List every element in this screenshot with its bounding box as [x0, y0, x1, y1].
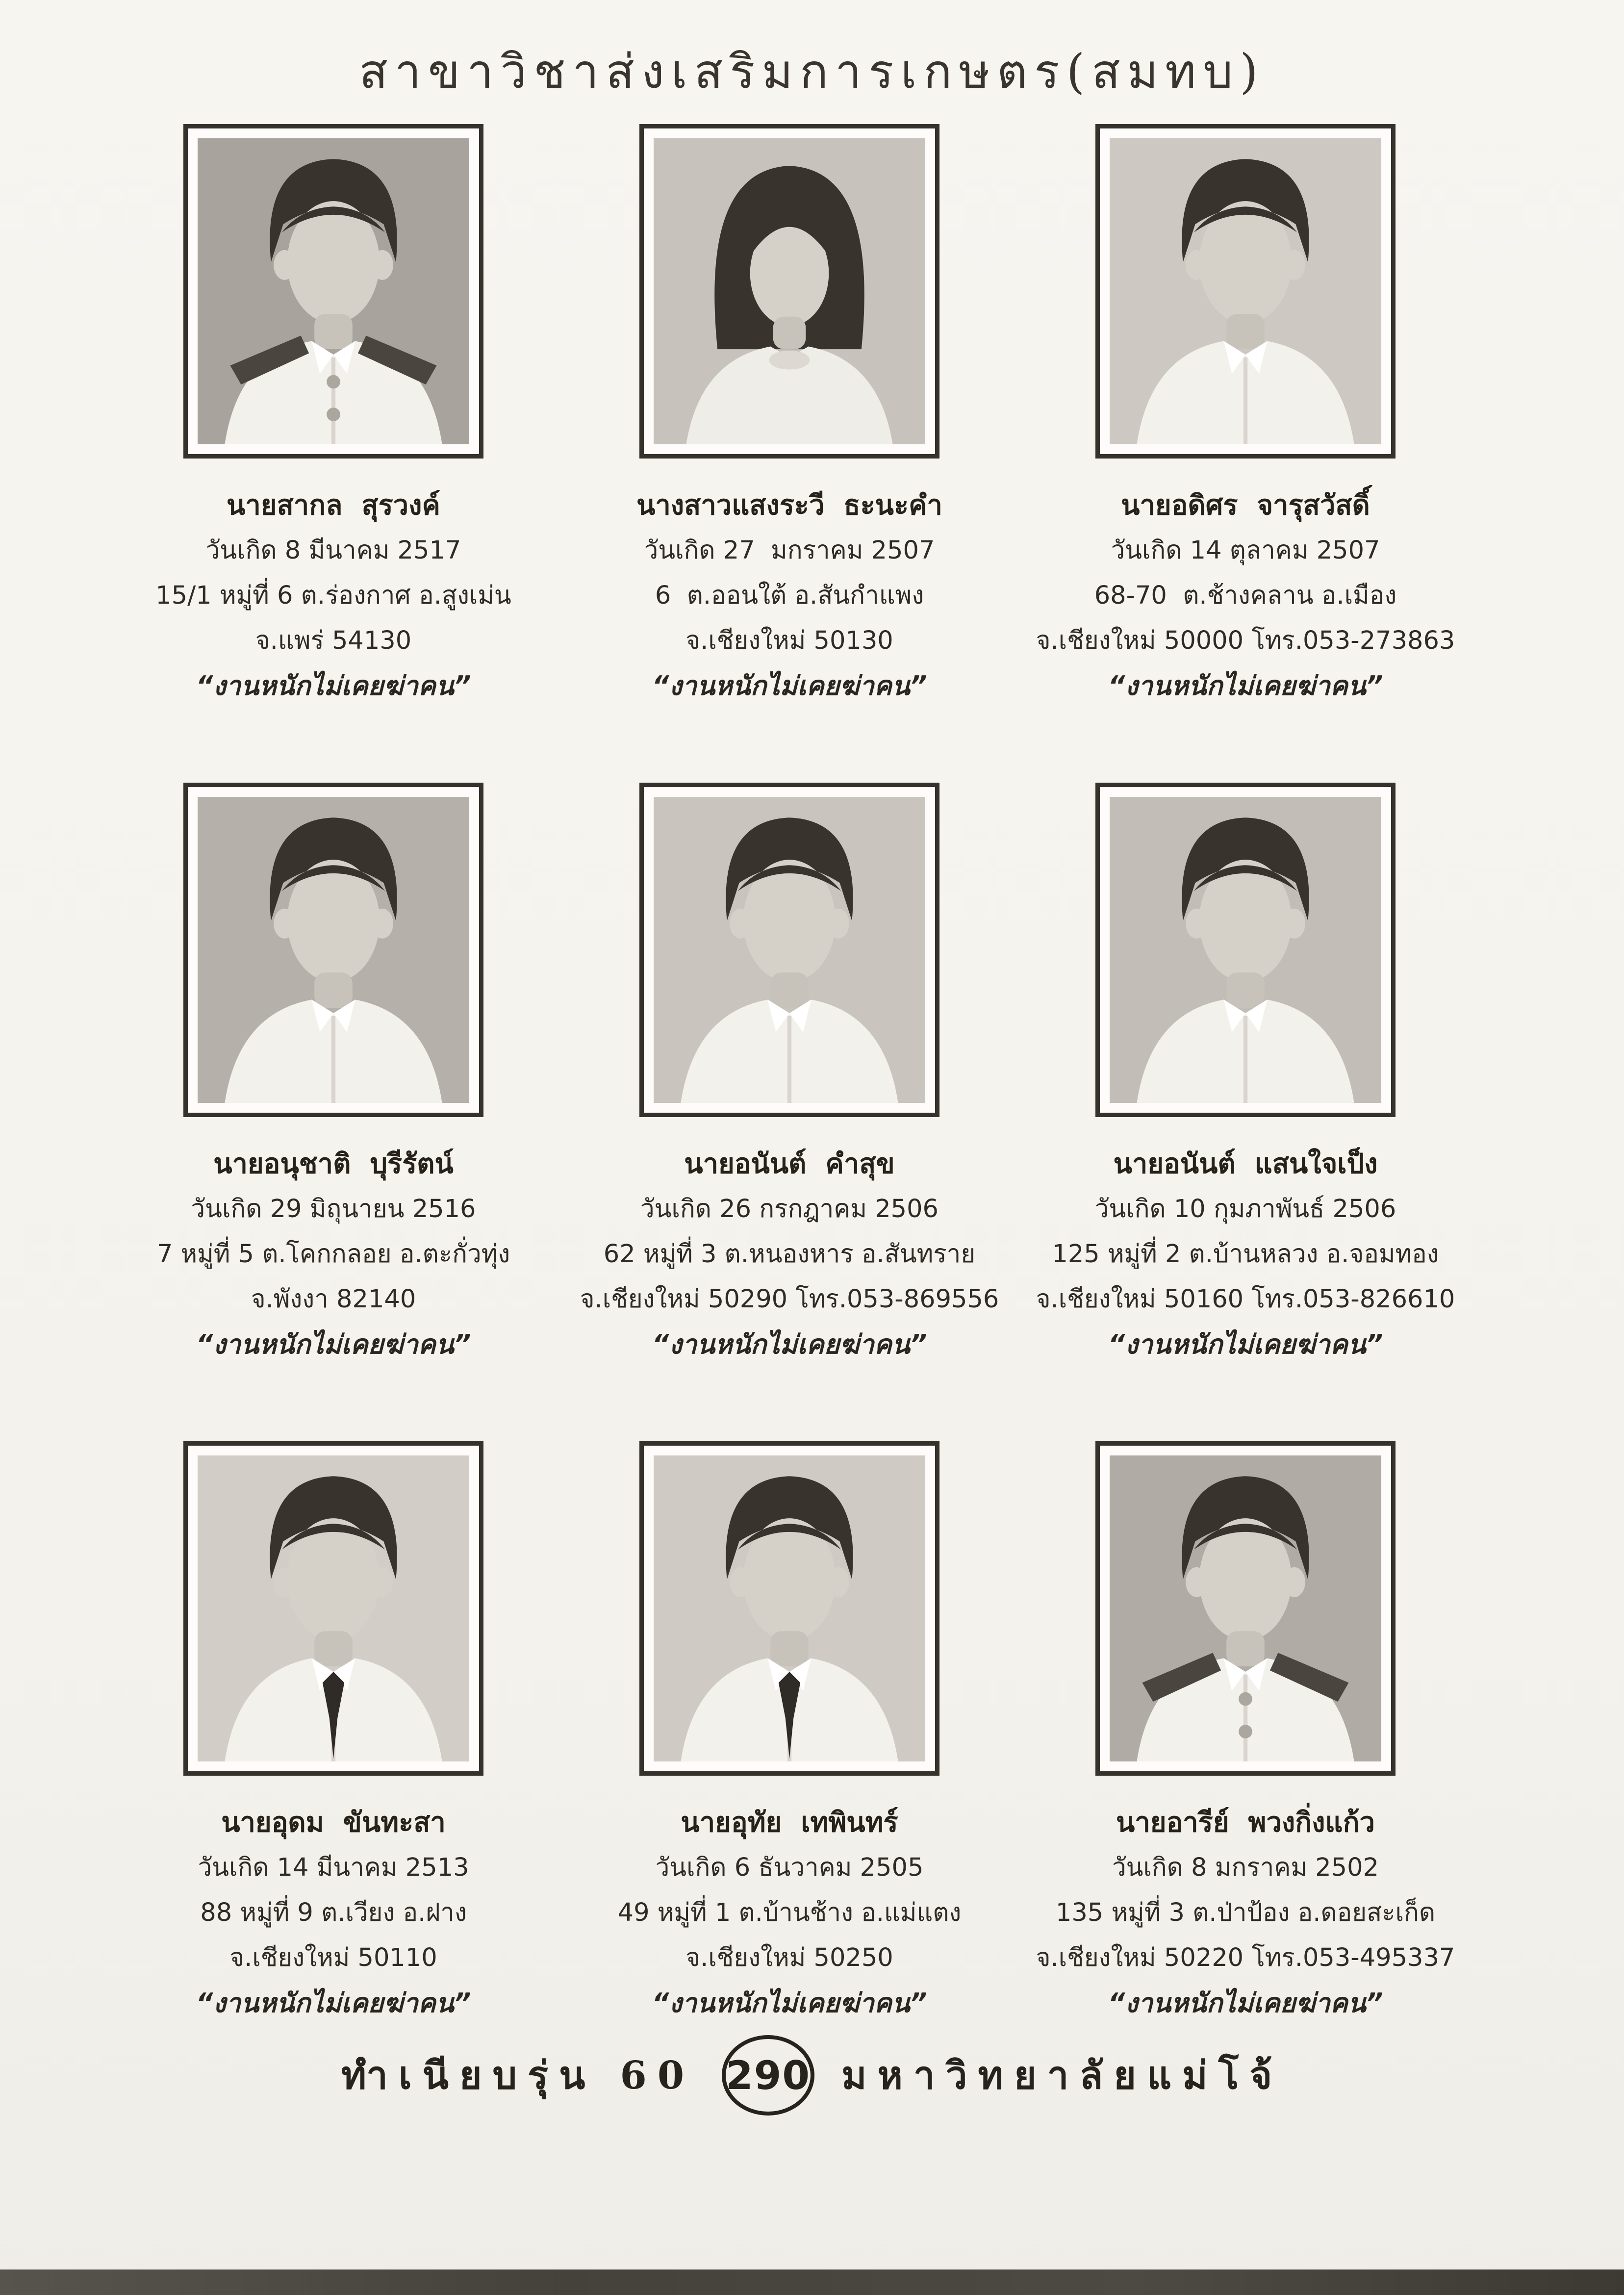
student-name: นายอนันต์ คำสุข [684, 1148, 895, 1180]
motto-quote: “งานหนักไม่เคยฆ่าคน” [652, 670, 927, 701]
birth-date: วันเกิด 8 มกราคม 2502 [1112, 1853, 1379, 1882]
portrait-frame [1095, 1441, 1396, 1776]
address-line: 88 หมู่ที่ 9 ต.เวียง อ.ฝาง [200, 1898, 467, 1927]
student-name: นายสากล สุรวงค์ [227, 489, 440, 521]
motto-quote: “งานหนักไม่เคยฆ่าคน” [196, 1988, 471, 2018]
page-footer [0, 2035, 1624, 2116]
portrait-frame [639, 1441, 939, 1776]
student-card [1017, 1441, 1473, 2017]
scan-edge-band [0, 2270, 1624, 2295]
motto-quote: “งานหนักไม่เคยฆ่าคน” [1108, 1329, 1383, 1360]
portrait-frame [639, 124, 939, 459]
student-caption [532, 1800, 1047, 2026]
birth-date: วันเกิด 29 มิถุนายน 2516 [191, 1195, 476, 1224]
student-card [1017, 124, 1473, 700]
motto-quote: “งานหนักไม่เคยฆ่าคน” [196, 670, 471, 701]
motto-quote: “งานหนักไม่เคยฆ่าคน” [196, 1329, 471, 1360]
portrait-photo [1110, 138, 1381, 444]
province-line: จ.แพร่ 54130 [255, 626, 412, 655]
motto-quote: “งานหนักไม่เคยฆ่าคน” [1108, 1988, 1383, 2018]
address-line: 15/1 หมู่ที่ 6 ต.ร่องกาศ อ.สูงเม่น [155, 581, 511, 610]
student-name: นายอุดม ขันทะสา [221, 1807, 446, 1838]
motto-quote: “งานหนักไม่เคยฆ่าคน” [652, 1329, 927, 1360]
address-line: 125 หมู่ที่ 2 ต.บ้านหลวง อ.จอมทอง [1052, 1240, 1439, 1269]
province-line: จ.เชียงใหม่ 50130 [685, 626, 893, 655]
student-grid [105, 124, 1473, 2017]
province-line: จ.เชียงใหม่ 50220 โทร.053-495337 [1036, 1943, 1455, 1972]
province-line: จ.เชียงใหม่ 50000 โทร.053-273863 [1036, 626, 1455, 655]
student-name: นายอนันต์ แสนใจเป็ง [1113, 1148, 1378, 1180]
province-line: จ.เชียงใหม่ 50110 [229, 1943, 437, 1972]
birth-date: วันเกิด 26 กรกฎาคม 2506 [640, 1195, 939, 1224]
portrait-photo [198, 1455, 469, 1761]
motto-quote: “งานหนักไม่เคยฆ่าคน” [652, 1988, 927, 2018]
footer-right-label: มหาวิทยาลัยแม่โจ้ [841, 2053, 1283, 2098]
student-name: นายอนุชาติ บุรีรัตน์ [213, 1148, 454, 1180]
page-number-badge [722, 2035, 814, 2116]
student-caption [532, 1142, 1047, 1367]
portrait-frame [183, 124, 483, 459]
portrait-photo [654, 797, 925, 1103]
student-card [105, 783, 561, 1359]
portrait-frame [1095, 124, 1396, 459]
student-caption [76, 1800, 591, 2026]
student-name: นายอุทัย เทพินทร์ [681, 1807, 898, 1838]
province-line: จ.เชียงใหม่ 50290 โทร.053-869556 [580, 1285, 999, 1314]
portrait-photo [1110, 797, 1381, 1103]
student-card [105, 1441, 561, 2017]
student-name: นายอดิศร จารุสวัสดิ์ [1121, 489, 1370, 521]
student-caption [988, 1142, 1503, 1367]
portrait-photo [198, 797, 469, 1103]
student-card [561, 783, 1017, 1359]
address-line: 7 หมู่ที่ 5 ต.โคกกลอย อ.ตะกั่วทุ่ง [156, 1240, 510, 1269]
birth-date: วันเกิด 10 กุมภาพันธ์ 2506 [1094, 1195, 1396, 1224]
portrait-photo [654, 138, 925, 444]
portrait-photo [654, 1455, 925, 1761]
footer-left-label: ทำเนียบรุ่น 60 [341, 2053, 695, 2098]
student-name: นายอารีย์ พวงกิ่งแก้ว [1116, 1807, 1375, 1838]
birth-date: วันเกิด 14 มีนาคม 2513 [198, 1853, 469, 1882]
portrait-frame [639, 783, 939, 1117]
birth-date: วันเกิด 6 ธันวาคม 2505 [655, 1853, 924, 1882]
address-line: 62 หมู่ที่ 3 ต.หนองหาร อ.สันทราย [603, 1240, 976, 1269]
address-line: 49 หมู่ที่ 1 ต.บ้านช้าง อ.แม่แตง [617, 1898, 962, 1927]
address-line: 6 ต.ออนใต้ อ.สันกำแพง [655, 581, 924, 610]
page-title: สาขาวิชาส่งเสริมการเกษตร(สมทบ) [359, 44, 1265, 99]
student-card [561, 1441, 1017, 2017]
student-name: นางสาวแสงระวี ธะนะคำ [636, 489, 942, 521]
province-line: จ.พังงา 82140 [251, 1285, 416, 1314]
student-card [1017, 783, 1473, 1359]
address-line: 68-70 ต.ช้างคลาน อ.เมือง [1094, 581, 1397, 610]
student-caption [988, 1800, 1503, 2026]
portrait-frame [183, 783, 483, 1117]
motto-quote: “งานหนักไม่เคยฆ่าคน” [1108, 670, 1383, 701]
portrait-photo [198, 138, 469, 444]
address-line: 135 หมู่ที่ 3 ต.ป่าป้อง อ.ดอยสะเก็ด [1055, 1898, 1436, 1927]
province-line: จ.เชียงใหม่ 50250 [685, 1943, 893, 1972]
student-caption [532, 483, 1047, 709]
portrait-frame [1095, 783, 1396, 1117]
birth-date: วันเกิด 8 มีนาคม 2517 [205, 536, 461, 565]
student-caption [76, 483, 591, 709]
student-card [561, 124, 1017, 700]
portrait-frame [183, 1441, 483, 1776]
portrait-photo [1110, 1455, 1381, 1761]
province-line: จ.เชียงใหม่ 50160 โทร.053-826610 [1036, 1285, 1455, 1314]
student-caption [988, 483, 1503, 709]
student-caption [76, 1142, 591, 1367]
student-card [105, 124, 561, 700]
birth-date: วันเกิด 14 ตุลาคม 2507 [1111, 536, 1380, 565]
page-number: 290 [726, 2052, 811, 2098]
birth-date: วันเกิด 27 มกราคม 2507 [644, 536, 935, 565]
